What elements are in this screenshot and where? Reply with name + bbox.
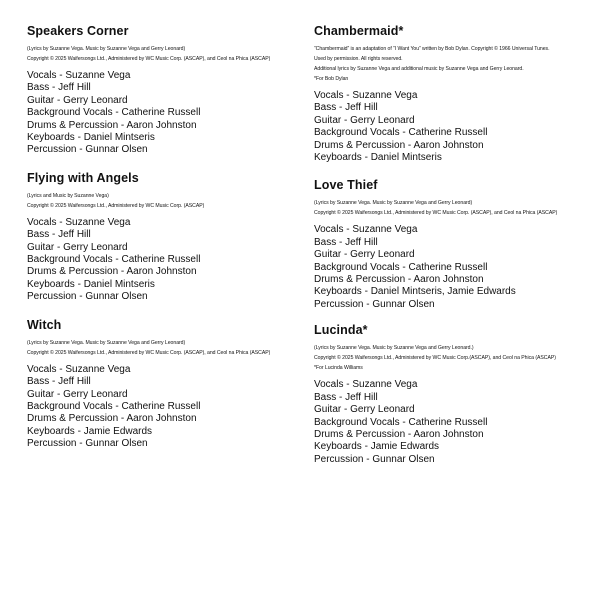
credit-line: Percussion - Gunnar Olsen: [27, 291, 148, 303]
right-column: [314, 24, 586, 477]
credit-line: Keyboards - Jamie Edwards: [27, 425, 153, 437]
credit-line: Guitar - Gerry Leonard: [27, 241, 128, 253]
left-column: [27, 24, 297, 462]
credit-line: Vocals - Suzanne Vega: [27, 216, 131, 228]
credit-line: Percussion - Gunnar Olsen: [27, 144, 148, 156]
song-lucinda: [314, 323, 586, 466]
song-love-thief: [314, 178, 586, 311]
song-note: Used by permission. All rights reserved.: [314, 56, 403, 62]
credit-line: Drums & Percussion - Aaron Johnston: [314, 139, 484, 151]
credit-line: Keyboards - Daniel Mintseris: [314, 152, 442, 164]
credit-line: Keyboards - Daniel Mintseris, Jamie Edwards: [314, 286, 516, 298]
credit-line: Drums & Percussion - Aaron Johnston: [27, 266, 197, 278]
credit-line: Bass - Jeff Hill: [314, 391, 378, 403]
credit-line: Bass - Jeff Hill: [27, 82, 91, 94]
song-note: “Chambermaid” is an adaptation of “I Want You” written by Bob Dylan. Copyright © 1966 Universal Tunes.: [314, 46, 550, 52]
song-copyright: Copyright © 2025 Waifersongs Ltd., Administered by WC Music Corp. (ASCAP), and Ceol na Phica (ASCAP): [27, 349, 271, 356]
credit-line: Vocals - Suzanne Vega: [27, 363, 131, 375]
credit-line: Guitar - Gerry Leonard: [314, 249, 415, 261]
credit-line: Keyboards - Jamie Edwards: [314, 441, 440, 453]
credit-line: Drums & Percussion - Aaron Johnston: [27, 119, 197, 131]
credit-line: Vocals - Suzanne Vega: [27, 70, 131, 81]
credit-line: Keyboards - Daniel Mintseris: [27, 278, 155, 290]
credit-line: Guitar - Gerry Leonard: [314, 114, 415, 126]
credit-line: Bass - Jeff Hill: [27, 376, 91, 388]
credit-line: Background Vocals - Catherine Russell: [27, 107, 201, 119]
song-copyright: Copyright © 2025 Waifersongs Ltd., Administered by WC Music Corp.(ASCAP), and Ceol na Phica (ASCAP): [314, 355, 556, 362]
credit-line: Keyboards - Daniel Mintseris: [27, 132, 155, 144]
song-title: Witch: [27, 317, 62, 332]
song-title: Love Thief: [314, 178, 378, 193]
credit-line: Vocals - Suzanne Vega: [314, 224, 418, 236]
credit-line: Percussion - Gunnar Olsen: [27, 438, 148, 450]
song-title: Lucinda*: [314, 323, 368, 338]
song-dedication: *For Bob Dylan: [314, 76, 349, 82]
credit-line: Background Vocals - Catherine Russell: [27, 400, 201, 412]
credit-line: Bass - Jeff Hill: [314, 102, 378, 114]
song-note: Additional lyrics by Suzanne Vega and additional music by Suzanne Vega and Gerry Leonard.: [314, 66, 524, 72]
song-title: Speakers Corner: [27, 24, 129, 38]
song-note: (Lyrics by Suzanne Vega. Music by Suzanne Vega and Gerry Leonard): [27, 46, 186, 52]
credit-line: Vocals - Suzanne Vega: [314, 379, 418, 391]
credit-line: Background Vocals - Catherine Russell: [314, 416, 488, 428]
credit-line: Background Vocals - Catherine Russell: [27, 254, 201, 266]
song-copyright: Copyright © 2025 Waifersongs Ltd., Administered by WC Music Corp. (ASCAP), and Ceol na Phica (ASCAP): [314, 210, 558, 217]
credit-line: Guitar - Gerry Leonard: [314, 404, 415, 416]
song-dedication: *For Lucinda Williams: [314, 365, 363, 372]
song-note: (Lyrics by Suzanne Vega. Music by Suzanne Vega and Gerry Leonard): [27, 339, 186, 346]
credit-line: Background Vocals - Catherine Russell: [314, 127, 488, 139]
song-witch: [27, 318, 297, 451]
credit-line: Drums & Percussion - Aaron Johnston: [314, 274, 484, 286]
song-copyright: Copyright © 2025 Waifersongs Ltd., Administered by WC Music Corp. (ASCAP): [27, 202, 205, 209]
credit-line: Guitar - Gerry Leonard: [27, 388, 128, 400]
song-note: (Lyrics by Suzanne Vega. Music by Suzanne Vega and Gerry Leonard.): [314, 345, 474, 352]
song-flying-with-angels: [27, 171, 297, 304]
credit-line: Drums & Percussion - Aaron Johnston: [27, 413, 197, 425]
song-note: (Lyrics and Music by Suzanne Vega): [27, 192, 109, 199]
song-note: (Lyrics by Suzanne Vega. Music by Suzanne Vega and Gerry Leonard): [314, 200, 473, 207]
song-title: Flying with Angels: [27, 170, 139, 185]
credit-line: Guitar - Gerry Leonard: [27, 94, 128, 106]
song-title: Chambermaid*: [314, 24, 404, 38]
credit-line: Vocals - Suzanne Vega: [314, 90, 418, 101]
credit-line: Bass - Jeff Hill: [314, 236, 378, 248]
credit-line: Drums & Percussion - Aaron Johnston: [314, 428, 484, 440]
credit-line: Percussion - Gunnar Olsen: [314, 453, 435, 465]
credit-line: Percussion - Gunnar Olsen: [314, 298, 435, 310]
credit-line: Background Vocals - Catherine Russell: [314, 261, 488, 273]
song-copyright: Copyright © 2025 Waifersongs Ltd., Administered by WC Music Corp. (ASCAP), and Ceol na Phica (ASCAP): [27, 56, 271, 62]
credit-line: Bass - Jeff Hill: [27, 229, 91, 241]
song-chambermaid: [314, 24, 586, 164]
song-speakers-corner: [27, 24, 297, 157]
